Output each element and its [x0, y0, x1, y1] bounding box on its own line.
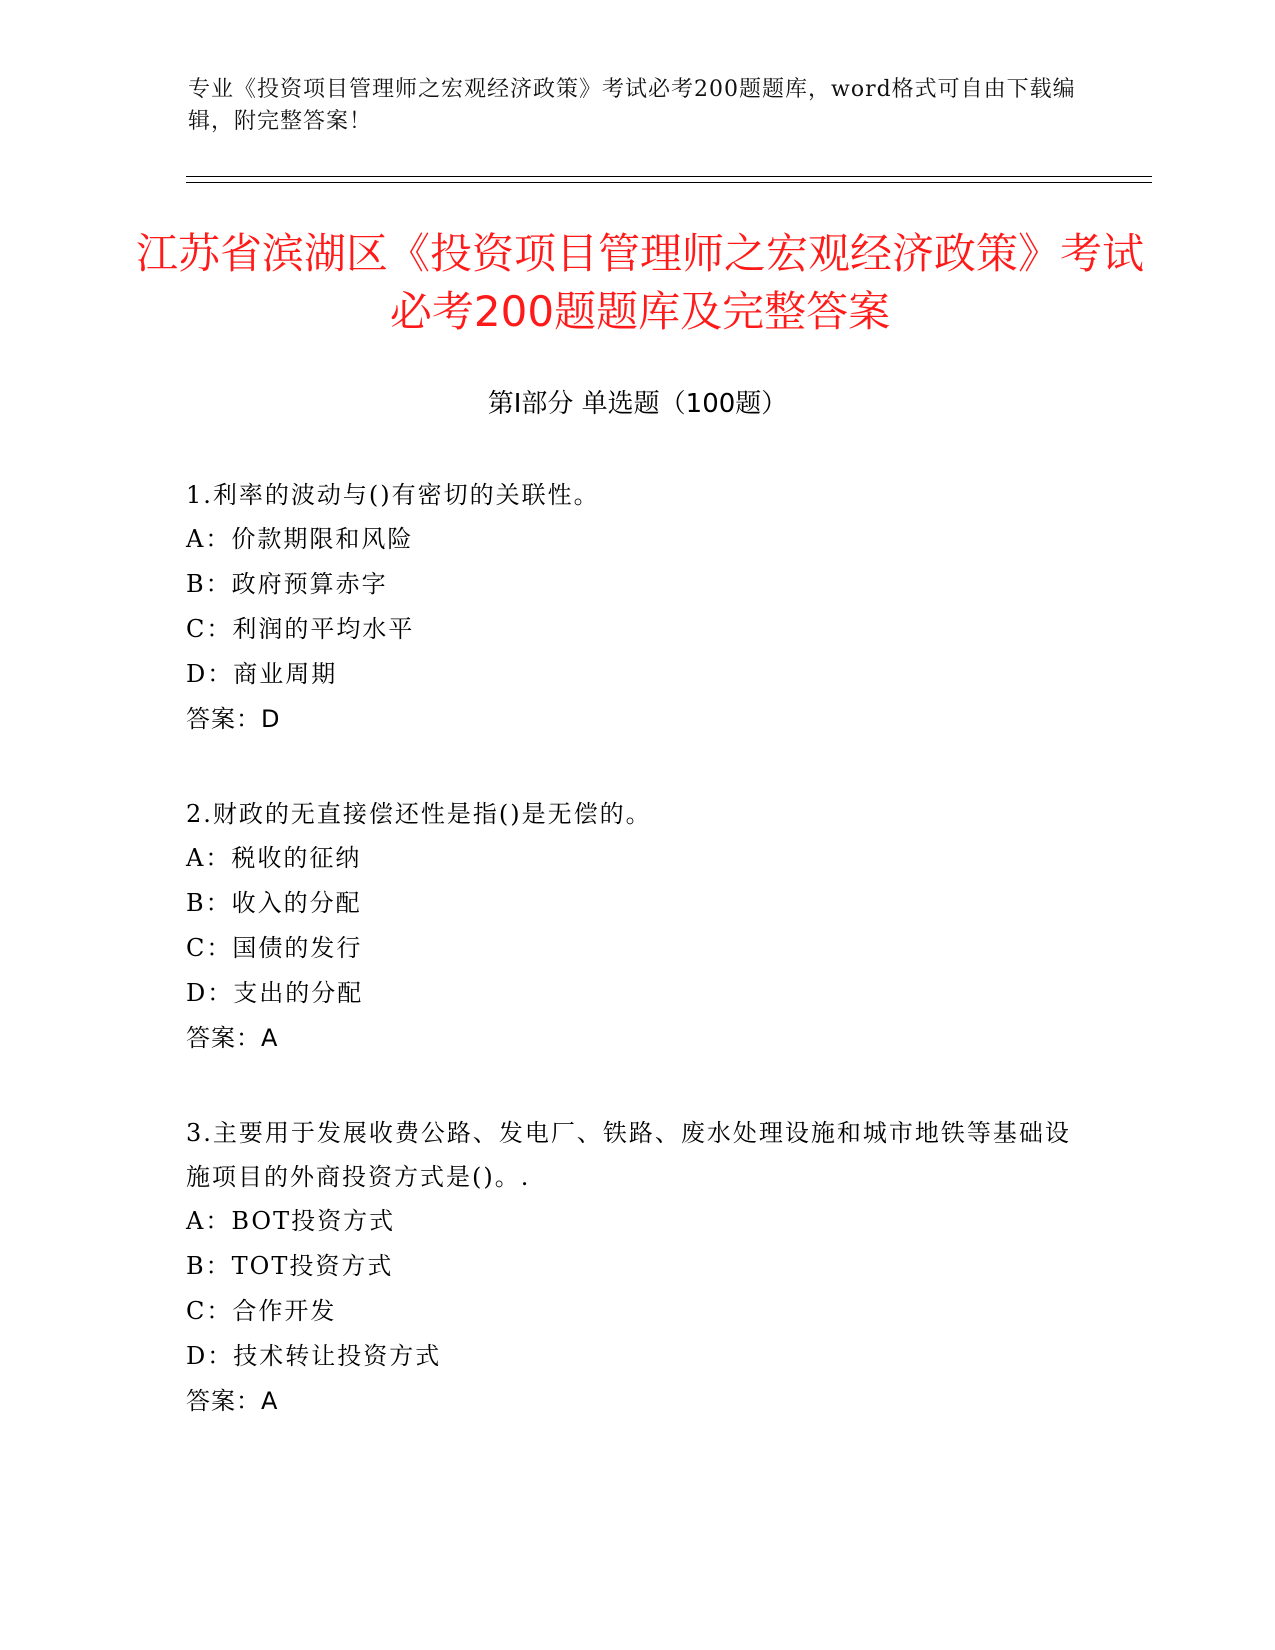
option-a: A：BOT投资方式: [186, 1207, 396, 1235]
section-title: 第Ⅰ部分 单选题（100题）: [487, 389, 788, 419]
question-stem: 1.利率的波动与()有密切的关联性。: [186, 481, 600, 509]
question-stem: 3.主要用于发展收费公路、发电厂、铁路、废水处理设施和城市地铁等基础设施项目的外商投资方式是()。.: [186, 1119, 1071, 1191]
question-1: [186, 473, 1086, 742]
option-c: C：合作开发: [186, 1297, 337, 1325]
option-d: D：支出的分配: [186, 979, 364, 1007]
header-divider-bottom: [186, 182, 1152, 183]
header-note: 专业《投资项目管理师之宏观经济政策》考试必考200题题库，word格式可自由下载编辑，附完整答案！: [188, 77, 1076, 134]
option-b: B：收入的分配: [186, 889, 362, 917]
option-d: D：商业周期: [186, 660, 338, 688]
option-b: B：政府预算赤字: [186, 570, 388, 598]
option-a: A：税收的征纳: [186, 844, 362, 872]
question-3: [186, 1111, 1086, 1424]
header-divider-top: [186, 176, 1152, 177]
answer: 答案：D: [186, 705, 281, 733]
option-a: A：价款期限和风险: [186, 525, 414, 553]
question-stem: 2.财政的无直接偿还性是指()是无偿的。: [186, 800, 652, 828]
answer: 答案：A: [186, 1387, 279, 1415]
option-c: C：利润的平均水平: [186, 615, 415, 643]
answer: 答案：A: [186, 1024, 279, 1052]
option-d: D：技术转让投资方式: [186, 1342, 442, 1370]
option-b: B：TOT投资方式: [186, 1252, 394, 1280]
document-title: 江苏省滨湖区《投资项目管理师之宏观经济政策》考试必考200题题库及完整答案: [135, 229, 1144, 336]
question-2: [186, 792, 1086, 1061]
option-c: C：国债的发行: [186, 934, 363, 962]
